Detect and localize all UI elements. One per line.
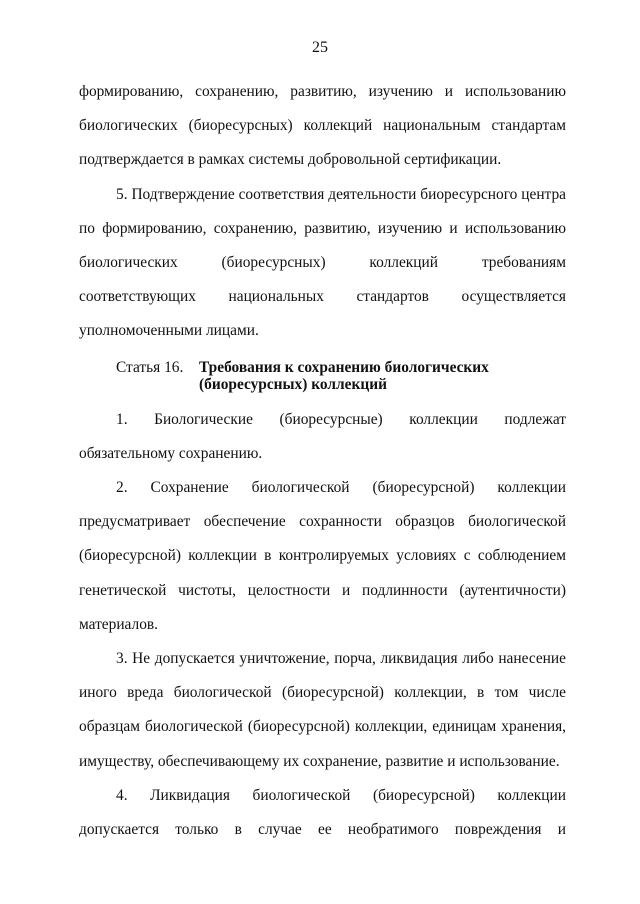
paragraph-article16-item-1: 1. Биологические (биоресурсные) коллекции подлежат обязательному сохранению. — [79, 410, 566, 462]
article-title-line-1: Требования к сохранению биологических — [199, 358, 489, 376]
paragraph-article16-item-2: 2. Сохранение биологической (биоресурсной) коллекции предусматривает обеспечение сохранности образцов биологической (биоресурсной) коллекции в контролируемых условиях с соблюдением генетической чистоты, целостности и подлинности (аутентичности) материалов. — [79, 479, 566, 633]
paragraph-article16-item-4: 4. Ликвидация биологической (биоресурсной) коллекции допускается только в случае ее необратимого повреждения и — [79, 786, 566, 839]
article-heading — [79, 349, 566, 403]
document-body — [79, 75, 566, 847]
article-title-line-2: (биоресурсных) коллекций — [199, 375, 387, 393]
article-label: Статья 16. — [116, 358, 184, 376]
page-number: 25 — [312, 39, 328, 56]
article-title — [199, 359, 566, 393]
paragraph-continuation: формированию, сохранению, развитию, изучению и использованию биологических (биоресурсных) коллекций национальным стандартам подтверждается в рамках системы добровольной сертификации. — [79, 83, 566, 169]
paragraph-item-5: 5. Подтверждение соответствия деятельности биоресурсного центра по формированию, сохранению, развитию, изучению и использованию биологических (биоресурсных) коллекций требованиям соответствующих национальных стандартов осуществляется уполномоченными лицами. — [79, 185, 566, 340]
paragraph-article16-item-3: 3. Не допускается уничтожение, порча, ликвидация либо нанесение иного вреда биологической (биоресурсной) коллекции, в том числе образцам биологической (биоресурсной) коллекции, единицам хранения, имуществу, обеспечивающему их сохранение, развитие и использование. — [79, 650, 566, 770]
